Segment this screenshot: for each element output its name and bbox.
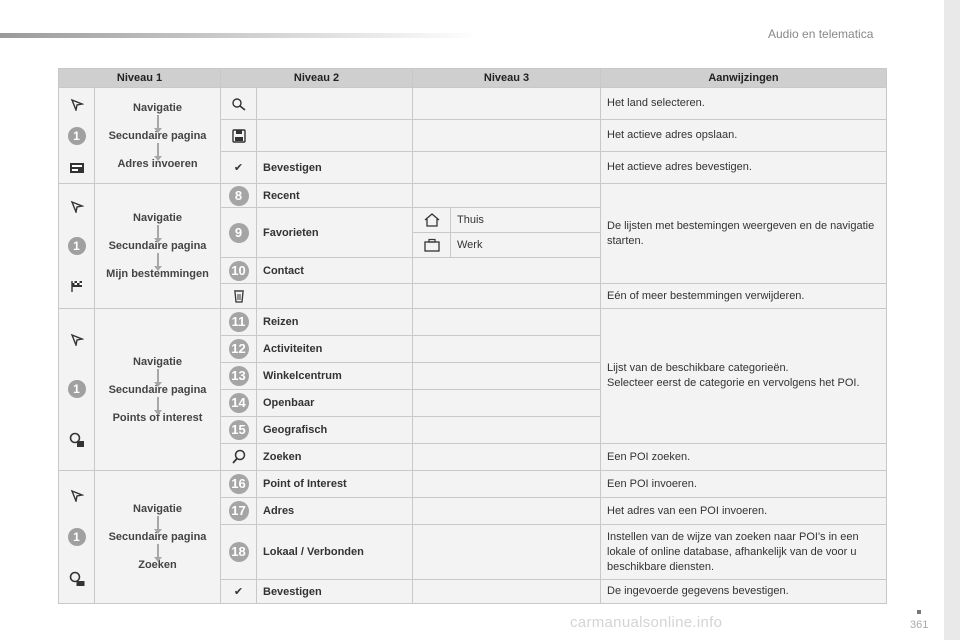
address-entry-icon xyxy=(68,160,86,176)
step-badge: 9 xyxy=(229,223,249,243)
step-badge: 1 xyxy=(68,380,86,398)
level2-icon-cell xyxy=(221,417,257,444)
level3-cell xyxy=(413,184,601,208)
page-number: 361 xyxy=(910,619,929,631)
step-badge: 8 xyxy=(229,186,249,206)
level2-label: Point of Interest xyxy=(257,471,413,498)
level2-label: Contact xyxy=(257,258,413,284)
level2-label: Zoeken xyxy=(257,444,413,471)
level3-cell xyxy=(413,152,601,184)
step-badge: 1 xyxy=(68,127,86,145)
level3-icon-cell xyxy=(413,233,451,258)
page-marker xyxy=(917,610,921,614)
level3-label: Thuis xyxy=(451,208,601,233)
level2-icon-cell xyxy=(221,471,257,498)
navigation-table xyxy=(58,68,887,604)
level2-icon-cell xyxy=(221,184,257,208)
step-badge: 16 xyxy=(229,474,249,494)
level2-label: Lokaal / Verbonden xyxy=(257,525,413,580)
step-badge: 11 xyxy=(229,312,249,332)
level2-icon-cell xyxy=(221,120,257,152)
flow-arrow xyxy=(157,397,159,411)
col-niveau-1: Niveau 1 xyxy=(59,69,221,88)
level3-cell xyxy=(413,336,601,363)
col-niveau-3: Niveau 3 xyxy=(413,69,601,88)
level1-icons xyxy=(59,88,95,184)
level2-label: Activiteiten xyxy=(257,336,413,363)
flow-secundaire: Secundaire pagina xyxy=(108,240,207,252)
header-rule xyxy=(0,33,480,38)
instruction-text: Het actieve adres bevestigen. xyxy=(601,152,887,184)
level2-label: Favorieten xyxy=(257,208,413,258)
level2-icon-cell xyxy=(221,152,257,184)
flow-arrow xyxy=(157,369,159,383)
navigation-icon xyxy=(68,96,86,112)
level3-cell xyxy=(413,444,601,471)
level3-icon-cell xyxy=(413,208,451,233)
level1-icons xyxy=(59,309,95,471)
level3-cell xyxy=(413,498,601,525)
step-badge: 1 xyxy=(68,237,86,255)
briefcase-icon xyxy=(423,237,441,253)
instruction-text xyxy=(601,309,887,444)
level2-icon-cell xyxy=(221,444,257,471)
level3-cell xyxy=(413,309,601,336)
level2-label xyxy=(257,120,413,152)
level2-label: Bevestigen xyxy=(257,152,413,184)
table-row xyxy=(59,184,887,208)
level3-cell xyxy=(413,120,601,152)
level2-icon-cell xyxy=(221,88,257,120)
instruction-text: Een POI zoeken. xyxy=(601,444,887,471)
poi-search-icon xyxy=(68,432,86,448)
col-aanwijzingen: Aanwijzingen xyxy=(601,69,887,88)
level2-icon-cell xyxy=(221,580,257,604)
table-row xyxy=(59,88,887,120)
level2-label: Recent xyxy=(257,184,413,208)
level2-label xyxy=(257,88,413,120)
flow-secundaire: Secundaire pagina xyxy=(108,129,207,142)
level3-cell xyxy=(413,580,601,604)
watermark: carmanualsonline.info xyxy=(570,614,723,631)
table-header-row xyxy=(59,69,887,88)
checkmark-icon: ✔ xyxy=(233,162,244,174)
level2-icon-cell xyxy=(221,498,257,525)
flow-navigatie: Navigatie xyxy=(133,212,182,224)
flow-secundaire: Secundaire pagina xyxy=(108,383,207,396)
navigation-icon xyxy=(68,487,86,503)
instruction-text: Een POI invoeren. xyxy=(601,471,887,498)
level2-label: Winkelcentrum xyxy=(257,363,413,390)
level2-icon-cell xyxy=(221,363,257,390)
instruction-text: Instellen van de wijze van zoeken naar POI's in een lokale of online database, afhankelijk van de voor u beschikbare diensten. xyxy=(601,525,887,580)
country-search-icon xyxy=(230,96,248,112)
flow-arrow xyxy=(157,225,159,239)
flow-zoeken: Zoeken xyxy=(138,559,177,571)
level1-flow xyxy=(95,309,221,471)
level3-cell xyxy=(413,284,601,309)
level2-label xyxy=(257,284,413,309)
level3-label: Werk xyxy=(451,233,601,258)
flow-navigatie: Navigatie xyxy=(133,101,182,114)
flow-navigatie: Navigatie xyxy=(133,503,182,515)
level1-icons xyxy=(59,184,95,309)
instruction-text: De ingevoerde gegevens bevestigen. xyxy=(601,580,887,604)
level3-cell xyxy=(413,417,601,444)
level3-cell xyxy=(413,363,601,390)
step-badge: 13 xyxy=(229,366,249,386)
level2-label: Openbaar xyxy=(257,390,413,417)
trash-icon xyxy=(230,288,248,304)
level2-label: Adres xyxy=(257,498,413,525)
level2-icon-cell xyxy=(221,309,257,336)
table-row xyxy=(59,471,887,498)
level1-flow xyxy=(95,184,221,309)
destinations-flag-icon xyxy=(68,278,86,294)
level2-icon-cell xyxy=(221,284,257,309)
checkmark-icon: ✔ xyxy=(233,586,244,598)
step-badge: 15 xyxy=(229,420,249,440)
flow-arrow xyxy=(157,516,159,530)
save-icon xyxy=(230,128,248,144)
level3-cell xyxy=(413,258,601,284)
step-badge: 10 xyxy=(229,261,249,281)
home-icon xyxy=(423,212,441,228)
search-icon xyxy=(230,449,248,465)
level2-label: Reizen xyxy=(257,309,413,336)
flow-arrow xyxy=(157,544,159,558)
step-badge: 17 xyxy=(229,501,249,521)
section-title: Audio en telematica xyxy=(768,27,874,41)
text-search-icon xyxy=(68,571,86,587)
flow-arrow xyxy=(157,143,159,157)
level2-icon-cell xyxy=(221,258,257,284)
flow-arrow xyxy=(157,253,159,267)
navigation-icon xyxy=(68,198,86,214)
table-row xyxy=(59,309,887,336)
level1-flow xyxy=(95,471,221,604)
flow-secundaire: Secundaire pagina xyxy=(108,531,207,543)
flow-arrow xyxy=(157,115,159,129)
step-badge: 12 xyxy=(229,339,249,359)
level2-icon-cell xyxy=(221,336,257,363)
level1-icons xyxy=(59,471,95,604)
instruction-text: Het adres van een POI invoeren. xyxy=(601,498,887,525)
level3-cell xyxy=(413,390,601,417)
level3-cell xyxy=(413,88,601,120)
step-badge: 14 xyxy=(229,393,249,413)
level2-label: Geografisch xyxy=(257,417,413,444)
flow-mijn-bestemmingen: Mijn bestemmingen xyxy=(106,268,209,280)
instruction-text: Het land selecteren. xyxy=(601,88,887,120)
instruction-text: Het actieve adres opslaan. xyxy=(601,120,887,152)
level2-icon-cell xyxy=(221,208,257,258)
col-niveau-2: Niveau 2 xyxy=(221,69,413,88)
level2-label: Bevestigen xyxy=(257,580,413,604)
level2-icon-cell xyxy=(221,390,257,417)
flow-navigatie: Navigatie xyxy=(133,355,182,368)
instruction-line: Lijst van de beschikbare categorieën. xyxy=(607,362,789,374)
step-badge: 1 xyxy=(68,528,86,546)
instruction-text: Eén of meer bestemmingen verwijderen. xyxy=(601,284,887,309)
level3-cell xyxy=(413,471,601,498)
level1-flow xyxy=(95,88,221,184)
level3-cell xyxy=(413,525,601,580)
flow-adres-invoeren: Adres invoeren xyxy=(117,157,198,170)
instruction-text: De lijsten met bestemingen weergeven en de navigatie starten. xyxy=(601,184,887,284)
page-edge-bar xyxy=(944,0,960,640)
navigation-icon xyxy=(68,331,86,347)
step-badge: 18 xyxy=(229,542,249,562)
instruction-line: Selecteer eerst de categorie en vervolgens het POI. xyxy=(607,377,860,389)
flow-points-of-interest: Points of interest xyxy=(112,411,203,424)
level2-icon-cell xyxy=(221,525,257,580)
